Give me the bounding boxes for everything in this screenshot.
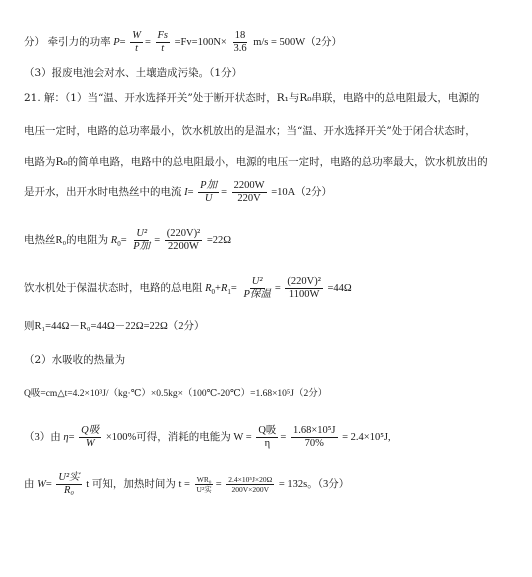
q21-explanation-line-3: 电路为R₀的简单电路，电路中的总电阻最小，电源的电压一定时，电路的总功率最大，饮水机放出的 (24, 156, 488, 168)
fraction-energy-values: $\frac{\text{1.68×10⁵J}}{70\%}$ (292, 425, 336, 449)
fraction-w-over-t: $\frac{W}{t}$ (132, 30, 141, 54)
fraction-u2-over-r0: $\frac{\text{U²实}}{\text{R₀}}$ (58, 472, 80, 496)
fraction-q-over-eta: $\frac{\text{Q吸}}{\eta}$ (258, 425, 277, 449)
battery-pollution-answer: （3）报废电池会对水、土壤造成污染。（1分） (24, 67, 243, 79)
resistance-r0-line: 电热丝R₀的电阻为 $R_0=$ $\frac{\text{U²}}{\text{P加}}$ = $\frac{\text{(220V)²}}{2200W}$ =22Ω (24, 228, 232, 252)
resistance-r0-result: =22Ω (206, 234, 232, 246)
time-mid-text: t 可知，加热时间为 (86, 478, 176, 490)
heat-absorbed-formula: Q吸=cm△t=4.2×10³J/（kg·℃）×0.5kg×（100℃-20℃）=1.68×10⁵J（2分） (24, 389, 328, 399)
q21-explanation-line-2: 电压一定时，电路的总功率最小，饮水机放出的是温水；当“温、开水选择开关”处于闭合状态时， (24, 125, 476, 137)
fraction-wr0-over-u2: $\frac{\text{WR₀}}{\text{U²实}}$ (196, 475, 212, 494)
fraction-220v2-over-2200w: $\frac{\text{(220V)²}}{2200W}$ (166, 228, 201, 252)
electric-energy-line: （3）由 η= $\frac{\text{Q吸}}{W}$ ×100%可得，消耗的电能为 W = $\frac{\text{Q吸}}{\eta}$ = $\frac{\text{1.68×10⁵J}}{70\%}$ = 2.4×10⁵J, (24, 425, 391, 449)
fraction-u2-over-p: $\frac{\text{U²}}{\text{P加}}$ (133, 228, 151, 252)
fraction-220v2-over-1100w: $\frac{\text{(220V)²}}{1100W}$ (287, 276, 321, 300)
fraction-2200w-over-220v: $\frac{2200W}{220V}$ (233, 180, 265, 204)
total-resistance-line: 饮水机处于保温状态时，电路的总电阻 $R_0+R_1=$ $\frac{\text{U²}}{\text{P保温}}$ = $\frac{\text{(220V)²}}{1100W}$ =44Ω (24, 276, 352, 300)
energy-mid-text: ×100%可得，消耗的电能为 (105, 431, 231, 443)
time-prefix: 由 (24, 478, 35, 490)
current-prefix: 是开水，出开水时电热丝中的电流 (24, 186, 182, 198)
power-prefix: 分） 牵引力的功率 (24, 36, 111, 48)
energy-prefix: （3）由 (24, 431, 61, 443)
q21-intro-line: 21. 解：（1）当“温、开水选择开关”处于断开状态时，R₁与R₀串联，电路中的总电阻最大，电源的 (24, 92, 480, 104)
total-resistance-result: =44Ω (327, 282, 352, 294)
fraction-time-values: $\frac{\text{2.4×10⁵J×20Ω}}{200V\times 200V}$ (228, 475, 273, 494)
power-formula-line: 分） 牵引力的功率 P= $\frac{W}{t}$ = $\frac{Fs}{t}$ =Fv=100N× $\frac{18}{3.6}$ m/s = 500W（2分） (24, 30, 342, 54)
fraction-p-over-u: $\frac{\text{P加}}{U}$ (200, 180, 218, 204)
fraction-u2-over-p-warm: $\frac{\text{U²}}{\text{P保温}}$ (243, 276, 271, 300)
power-equals: =Fv=100N× (174, 36, 227, 48)
fraction-fs-over-t: $\frac{Fs}{t}$ (157, 30, 169, 54)
current-formula-line: 是开水，出开水时电热丝中的电流 I= $\frac{\text{P加}}{U}$ = $\frac{2200W}{220V}$ =10A（2分） (24, 180, 332, 204)
current-result: =10A（2分） (271, 186, 332, 198)
fraction-18-over-3-6: $\frac{18}{3.6}$ (233, 30, 247, 54)
resistance-r0-prefix: 电热丝R₀的电阻为 (24, 234, 109, 246)
time-result: = 132s。（3分） (278, 478, 350, 490)
power-result: m/s = 500W（2分） (253, 36, 342, 48)
energy-result: = 2.4×10⁵J, (342, 431, 391, 443)
heating-time-line: 由 W= $\frac{\text{U²实}}{\text{R₀}}$ t 可知，加热时间为 t = $\frac{\text{WR₀}}{\text{U²实}}$ = $\frac{\text{2.4×10⁵J×20Ω}}{200V\times 200V}$ = 132s。（3分） (24, 472, 350, 496)
heat-absorbed-heading: （2）水吸收的热量为 (24, 354, 126, 366)
r1-result-line: 则R₁=44Ω－R₀=44Ω－22Ω=22Ω（2分） (24, 321, 205, 332)
total-resistance-prefix: 饮水机处于保温状态时，电路的总电阻 (24, 282, 203, 294)
fraction-q-over-w: $\frac{\text{Q吸}}{W}$ (81, 425, 100, 449)
